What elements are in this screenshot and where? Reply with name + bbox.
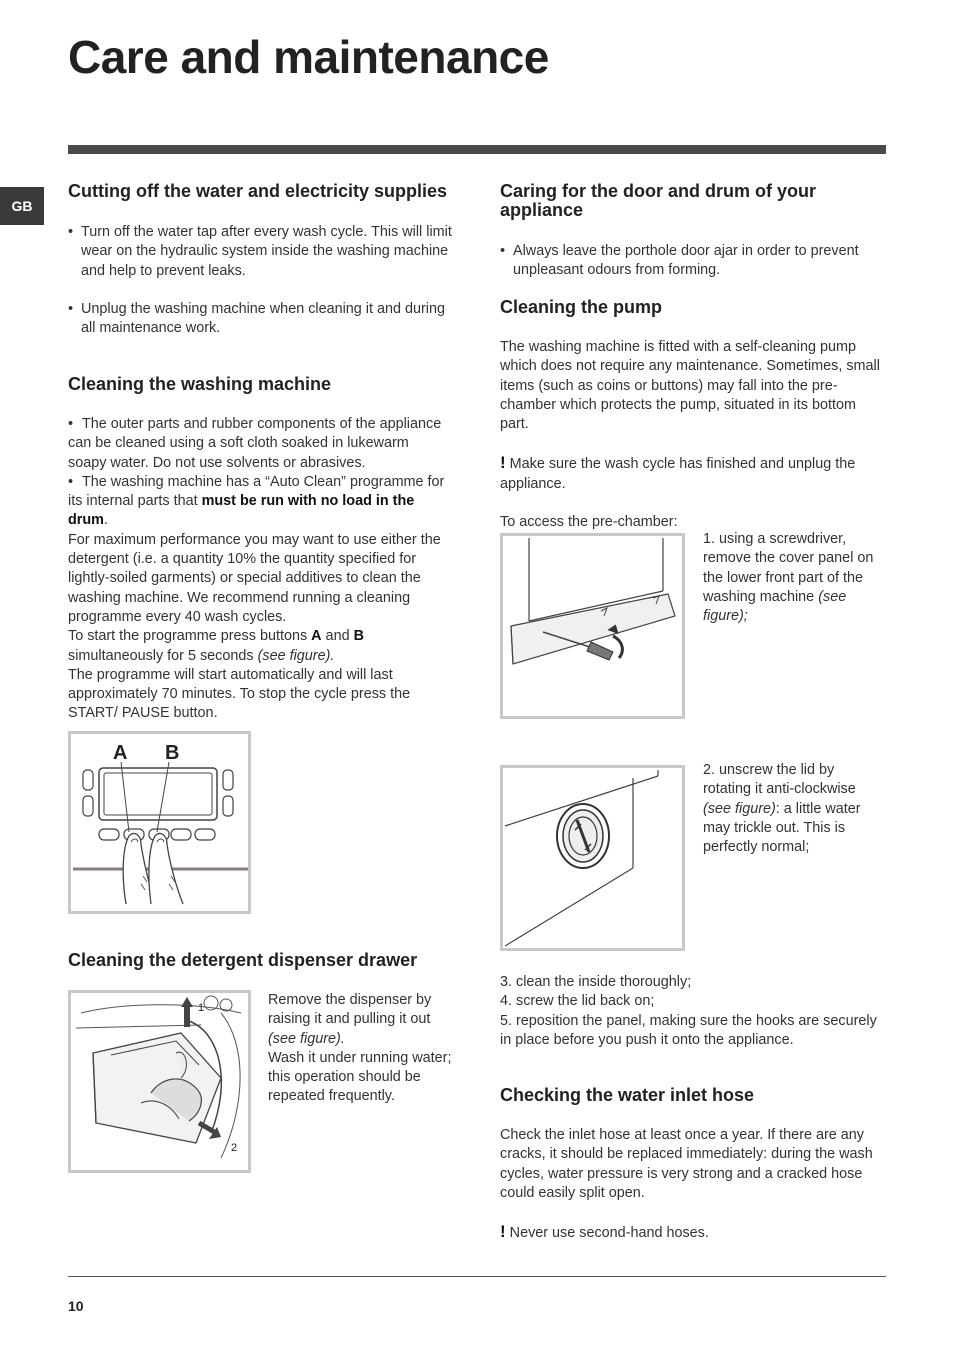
pump-lid-illustration <box>503 768 682 948</box>
pump-step-1-text <box>703 530 883 626</box>
figure-control-panel <box>68 731 251 914</box>
cleaning-bullet-2 <box>68 473 450 531</box>
figure-dispenser <box>68 990 251 1173</box>
cover-panel-illustration <box>503 536 682 716</box>
section-cutoff <box>68 182 458 338</box>
heading-dispenser: Cleaning the detergent dispenser drawer <box>68 950 418 970</box>
pump-warning-text: Make sure the wash cycle has finished and unplug the appliance. <box>500 456 856 492</box>
dispenser-text-1 <box>268 991 458 1049</box>
cleaning-para-2-italic: (see figure). <box>257 647 335 664</box>
cleaning-bullet-1 <box>68 415 450 473</box>
dispenser-text-1-italic: (see figure). <box>268 1030 345 1047</box>
dispenser-text-2: Wash it under running water; this operation should be repeated frequently. <box>268 1049 452 1105</box>
pump-step-1-italic: (see figure); <box>703 588 847 625</box>
heading-cutoff: Cutting off the water and electricity supplies <box>68 181 448 201</box>
heading-pump: Cleaning the pump <box>500 297 662 317</box>
section-hose <box>500 1086 890 1243</box>
page-number: 10 <box>68 1298 84 1314</box>
button-b-label: B <box>353 628 364 645</box>
pump-step-5: 5. reposition the panel, making sure the hooks are securely in place before you push it onto the appliance. <box>500 1012 877 1048</box>
pump-access: To access the pre-chamber: <box>500 514 678 531</box>
warning-icon: ! <box>500 453 506 473</box>
pump-step-2-italic: (see figure) <box>703 800 776 817</box>
section-pump <box>500 298 886 532</box>
header-rule <box>68 145 886 154</box>
pump-step-3: 3. clean the inside thoroughly; <box>500 974 692 990</box>
cleaning-para-2-pre: To start the programme press buttons <box>68 628 312 645</box>
heading-cleaning-machine: Cleaning the washing machine <box>68 374 332 394</box>
cleaning-para-2 <box>68 627 450 666</box>
pump-steps-3-5 <box>500 973 890 1050</box>
control-panel-illustration <box>71 734 248 911</box>
section-door <box>500 182 886 281</box>
cleaning-bullet-1-text: The outer parts and rubber components of the appliance can be cleaned using a soft cloth soaked in lukewarm soapy water. Do not use solvents or abrasives. <box>68 416 442 471</box>
section-cleaning-machine <box>68 375 450 724</box>
dispenser-text <box>268 991 458 1107</box>
pump-para-1: The washing machine is fitted with a self-cleaning pump which does not require any maintenance. Sometimes, small items (such as coins or buttons) may fall into the pre-chamber which protects the pump, situated in its bottom part. <box>500 339 880 433</box>
dispenser-text-1-main: Remove the dispenser by raising it and pulling it out <box>268 992 432 1028</box>
hose-warning <box>500 1222 890 1243</box>
section-dispenser <box>68 951 468 970</box>
cutoff-bullet-2: • Unplug the washing machine when cleaning it and during all maintenance work. <box>68 300 458 339</box>
heading-hose: Checking the water inlet hose <box>500 1085 755 1105</box>
figure-cover-panel <box>500 533 685 719</box>
page-title: Care and maintenance <box>68 31 549 83</box>
cleaning-bullet-2-post: . <box>103 512 108 529</box>
hose-warning-text: Never use second-hand hoses. <box>509 1225 709 1242</box>
footer-rule <box>68 1276 886 1277</box>
fig-label-b: B <box>165 742 180 764</box>
pump-step-1 <box>703 530 883 626</box>
figure-pump-lid <box>500 765 685 951</box>
cleaning-para-1: For maximum performance you may want to use either the detergent (i.e. a quantity 10% the quantity specified for lightly-soiled garments) or special additives to clean the washing machine. We recommend running a cleaning programme every 40 wash cycles. <box>68 531 441 625</box>
pump-warning <box>500 453 886 494</box>
pump-step-2-text <box>703 761 883 857</box>
warning-icon: ! <box>500 1222 506 1242</box>
dispenser-illustration <box>71 993 248 1170</box>
pump-step-4: 4. screw the lid back on; <box>500 993 655 1010</box>
door-bullet-1: • Always leave the porthole door ajar in order to prevent unpleasant odours from forming. <box>500 242 886 281</box>
cleaning-para-3: The programme will start automatically and will last approximately 70 minutes. To stop the cycle press the START/ PAUSE button. <box>68 666 411 722</box>
fig-label-1: 1 <box>198 1002 205 1014</box>
pump-step-2-post: : a little water may trickle out. This is perfectly normal; <box>703 800 861 856</box>
fig-label-a: A <box>113 742 128 764</box>
cutoff-bullet-1: • Turn off the water tap after every wash cycle. This will limit wear on the hydraulic system inside the washing machine and help to prevent leaks. <box>68 223 458 281</box>
button-a-label: A <box>311 628 322 645</box>
cleaning-para-2-mid: simultaneously for 5 seconds <box>68 647 258 664</box>
heading-door: Caring for the door and drum of your appliance <box>500 181 816 220</box>
cleaning-bullet-2-bold: must be run with no load in the drum <box>68 493 415 529</box>
pump-step-2 <box>703 761 883 857</box>
cleaning-para-2-and: and <box>321 628 354 645</box>
pump-step-2-pre: 2. unscrew the lid by rotating it anti-clockwise <box>703 762 856 798</box>
language-tab: GB <box>0 187 44 225</box>
fig-label-2: 2 <box>231 1142 238 1154</box>
hose-para-1: Check the inlet hose at least once a year. If there are any cracks, it should be replaced immediately: during the wash cycles, water pressure is very strong and a cracked hose could easily split open. <box>500 1127 873 1201</box>
cleaning-bullet-2-pre: The washing machine has a “Auto Clean” programme for its internal parts that <box>68 473 445 510</box>
pump-step-1-main: 1. using a screwdriver, remove the cover panel on the lower front part of the washing machine <box>703 531 874 605</box>
